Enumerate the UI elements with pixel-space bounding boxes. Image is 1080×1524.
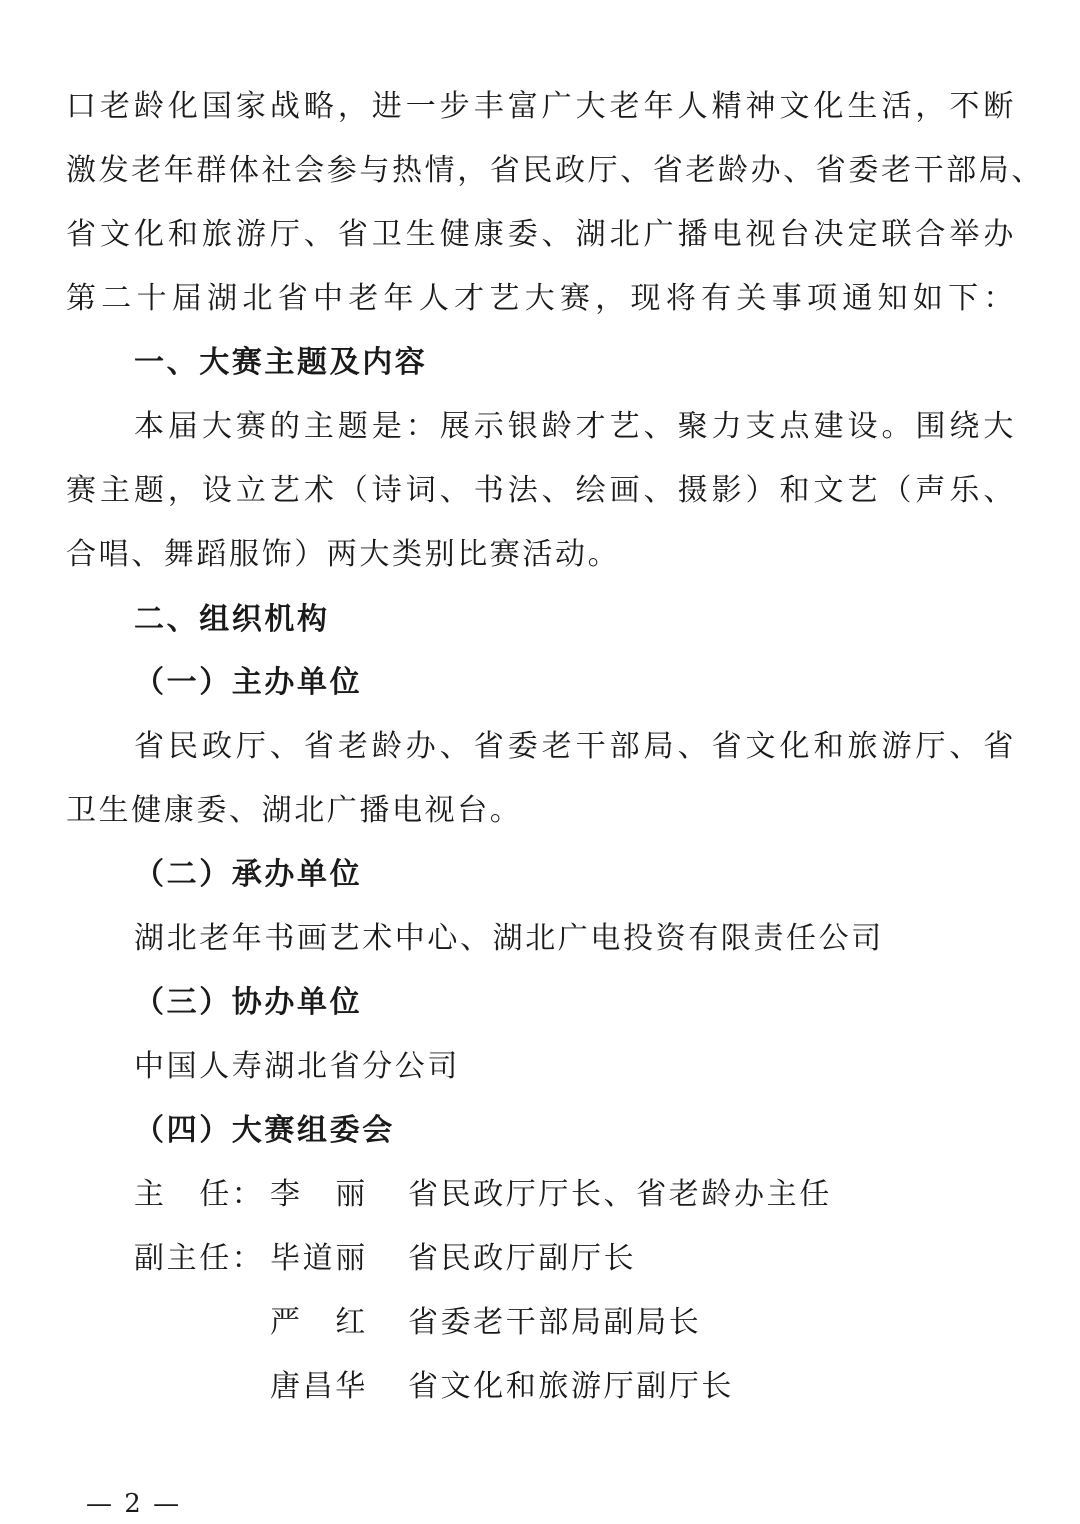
sub1-body-line-2: 卫生健康委、湖北广播电视台。 [66,793,523,828]
member-title: 省民政厅副厅长 [408,1241,637,1276]
member-name: 严 红 [270,1305,368,1340]
page-number: — 2 — [86,1489,182,1519]
intro-line-2: 激发老年群体社会参与热情，省民政厅、省老龄办、省委老干部局、 [66,153,1044,188]
sub3-heading: （三）协办单位 [134,985,363,1020]
sub2-heading: （二）承办单位 [134,857,363,892]
member-name: 唐昌华 [270,1369,368,1404]
member-name: 毕道丽 [270,1241,368,1276]
section1-heading: 一、大赛主题及内容 [134,345,428,380]
sub3-body: 中国人寿湖北省分公司 [134,1049,460,1084]
section1-body-line-2: 赛主题，设立艺术（诗词、书法、绘画、摄影）和文艺（声乐、 [66,473,1016,508]
sub1-body-line-1: 省民政厅、省老龄办、省委老干部局、省文化和旅游厅、省 [134,729,1016,764]
member-name: 李 丽 [270,1177,368,1212]
sub2-body: 湖北老年书画艺术中心、湖北广电投资有限责任公司 [134,921,884,956]
member-role: 副主任： [134,1241,265,1276]
intro-line-3: 省文化和旅游厅、省卫生健康委、湖北广播电视台决定联合举办 [66,217,1016,252]
member-title: 省民政厅厅长、省老龄办主任 [408,1177,832,1212]
intro-line-4: 第二十届湖北省中老年人才艺大赛，现将有关事项通知如下： [66,281,1016,316]
member-role: 主 任： [134,1177,265,1212]
intro-line-1: 口老龄化国家战略，进一步丰富广大老年人精神文化生活，不断 [66,89,1016,124]
section2-heading: 二、组织机构 [134,602,330,637]
section1-body-line-3: 合唱、舞蹈服饰）两大类别比赛活动。 [66,537,621,572]
sub4-heading: （四）大赛组委会 [134,1113,395,1148]
sub1-heading: （一）主办单位 [134,665,363,700]
section1-body-line-1: 本届大赛的主题是：展示银龄才艺、聚力支点建设。围绕大 [134,409,1016,444]
member-title: 省委老干部局副局长 [408,1305,702,1340]
member-title: 省文化和旅游厅副厅长 [408,1369,734,1404]
